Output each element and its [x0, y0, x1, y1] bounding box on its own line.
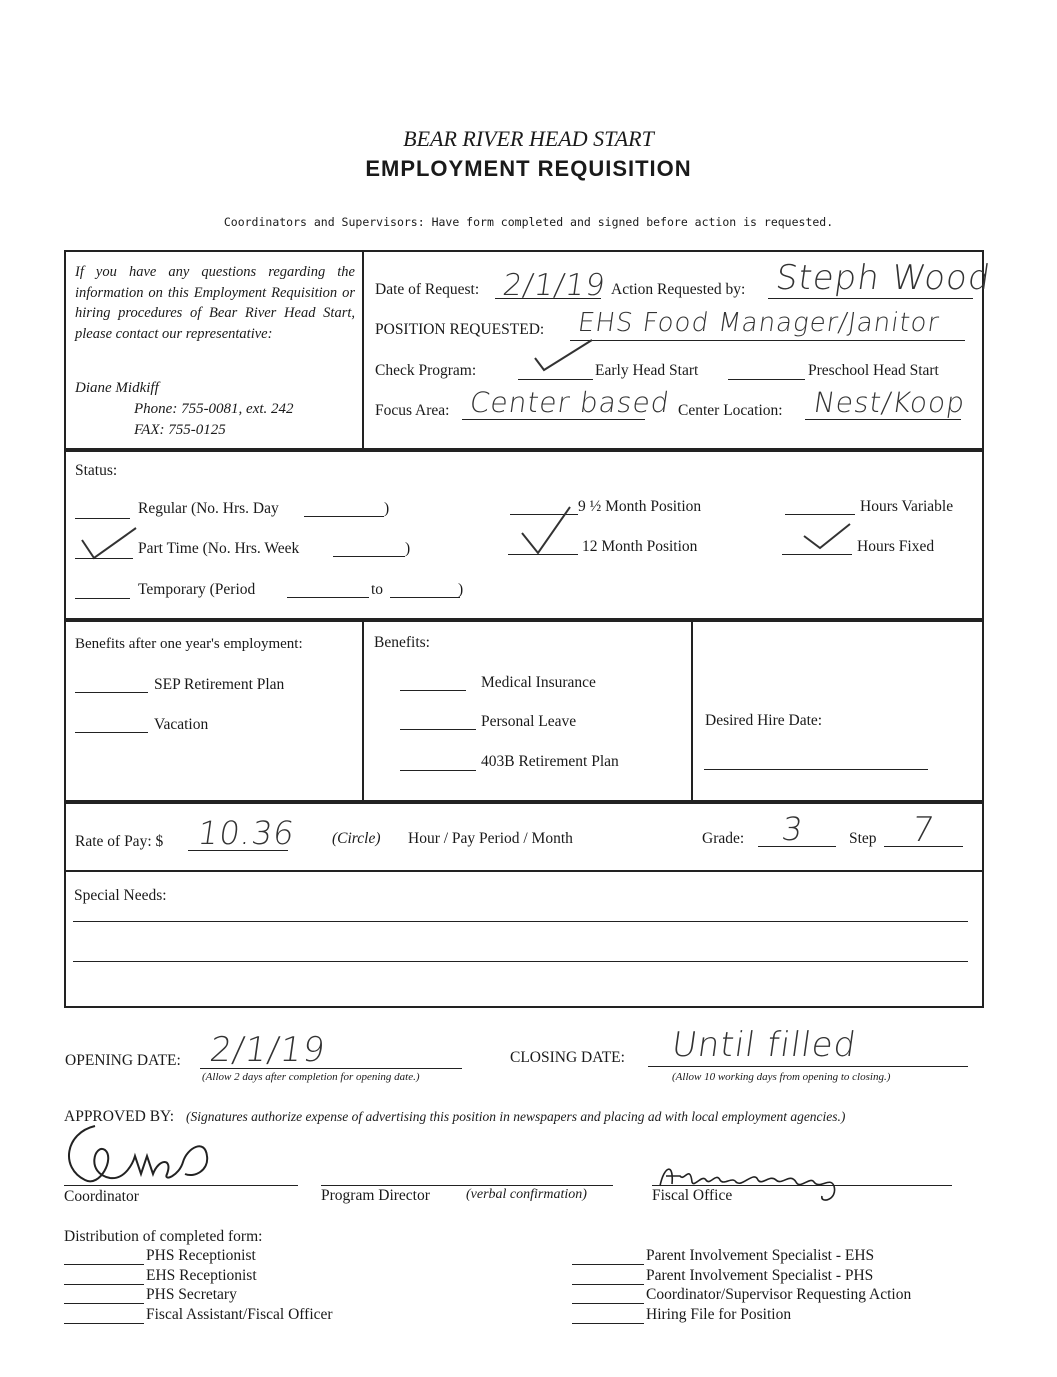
hire-date-box [691, 620, 984, 802]
early-head-start-line [518, 379, 593, 380]
retirement-403b-option[interactable]: 403B Retirement Plan [481, 753, 619, 770]
center-location-line [805, 419, 961, 420]
vacation-option[interactable]: Vacation [154, 716, 209, 733]
contact-name: Diane Midkiff [75, 380, 159, 396]
early-head-start-option[interactable]: Early Head Start [595, 362, 699, 379]
dist-right-item[interactable]: Hiring File for Position [646, 1306, 792, 1323]
medical-option[interactable]: Medical Insurance [481, 674, 596, 691]
dist-left-line-3 [64, 1303, 144, 1304]
dist-left-line-4 [64, 1323, 144, 1324]
contact-note: If you have any questions regarding the information on this Employment Requisition or hiring procedures of Bear River Head Start, please contact our representative: [75, 264, 355, 342]
special-needs-line-1[interactable] [73, 921, 968, 922]
contact-phone: Phone: 755-0081, ext. 242 [134, 401, 294, 417]
coordinator-signature [55, 1118, 235, 1198]
desired-hire-date-line [704, 769, 928, 770]
retirement-403b-line [400, 770, 476, 771]
checkmark-icon [530, 336, 600, 376]
position-requested-line [570, 340, 965, 341]
regular-close: ) [384, 500, 390, 517]
position-requested-label: POSITION REQUESTED: [375, 321, 545, 338]
fiscal-office-line [652, 1185, 952, 1186]
special-needs-label: Special Needs: [74, 887, 167, 904]
approved-by-note: (Signatures authorize expense of advertising this position in newspapers and placing ad with local employment agencies.) [186, 1109, 846, 1124]
temporary-option[interactable]: Temporary (Period [138, 581, 256, 598]
benefits-label: Benefits: [374, 634, 430, 651]
program-director-line [321, 1185, 613, 1186]
pay-period-options[interactable]: Hour / Pay Period / Month [408, 830, 573, 847]
focus-area-line [462, 419, 645, 420]
circle-label: (Circle) [332, 830, 381, 847]
grade-label: Grade: [702, 830, 745, 847]
focus-area-label: Focus Area: [375, 402, 450, 419]
closing-date-line [648, 1066, 968, 1067]
action-requested-label: Action Requested by: [611, 281, 746, 298]
approved-by-label: APPROVED BY: [64, 1108, 175, 1125]
benefits-after-label: Benefits after one year's employment: [75, 636, 303, 652]
rate-of-pay-label: Rate of Pay: $ [75, 833, 164, 850]
hours-variable-line [785, 514, 855, 515]
temporary-to-label: to [371, 581, 384, 598]
desired-hire-date-label: Desired Hire Date: [705, 712, 823, 729]
opening-date-value[interactable]: 2/1/19 [207, 1030, 329, 1070]
closing-date-note: (Allow 10 working days from opening to closing.) [672, 1071, 891, 1083]
coordinator-line [64, 1185, 298, 1186]
date-of-request-label: Date of Request: [375, 281, 480, 298]
rate-of-pay-value[interactable]: 10.36 [195, 814, 298, 852]
dist-right-line-3 [572, 1303, 644, 1304]
action-requested-value[interactable]: Steph Wood [773, 258, 994, 298]
dist-right-line-4 [572, 1323, 644, 1324]
preschool-head-start-option[interactable]: Preschool Head Start [808, 362, 939, 379]
temporary-close: ) [458, 581, 464, 598]
temporary-line [75, 598, 130, 599]
part-time-close: ) [405, 540, 411, 557]
regular-hours-line [304, 516, 384, 517]
dist-right-line-2 [572, 1284, 644, 1285]
medical-line [400, 690, 466, 691]
sep-option[interactable]: SEP Retirement Plan [154, 676, 285, 693]
focus-area-value[interactable]: Center based [467, 386, 672, 419]
temporary-to-line [390, 597, 460, 598]
status-label: Status: [75, 462, 118, 479]
center-location-label: Center Location: [678, 402, 783, 419]
contact-fax: FAX: 755-0125 [134, 422, 226, 438]
check-program-label: Check Program: [375, 362, 477, 379]
dist-left-line-2 [64, 1284, 144, 1285]
special-needs-box [64, 870, 984, 1008]
program-director-note: (verbal confirmation) [466, 1187, 587, 1202]
personal-leave-option[interactable]: Personal Leave [481, 713, 577, 730]
hours-fixed-option[interactable]: Hours Fixed [857, 538, 935, 555]
dist-right-item[interactable]: Coordinator/Supervisor Requesting Action [646, 1286, 912, 1303]
personal-leave-line [400, 729, 476, 730]
sep-line [75, 692, 148, 693]
step-value[interactable]: 7 [909, 810, 938, 850]
step-label: Step [849, 830, 877, 847]
month-12-line [508, 554, 578, 555]
opening-date-note: (Allow 2 days after completion for opening date.) [202, 1071, 420, 1083]
dist-left-item[interactable]: EHS Receptionist [146, 1267, 257, 1284]
dist-right-item[interactable]: Parent Involvement Specialist - PHS [646, 1267, 874, 1284]
part-time-line [75, 558, 133, 559]
distribution-label: Distribution of completed form: [64, 1228, 263, 1245]
form-title: EMPLOYMENT REQUISITION [365, 156, 692, 181]
closing-date-value[interactable]: Until filled [669, 1025, 860, 1065]
regular-option[interactable]: Regular (No. Hrs. Day [138, 500, 279, 517]
dist-left-item[interactable]: PHS Receptionist [146, 1247, 256, 1264]
part-time-checkmark-icon [78, 526, 140, 562]
dist-right-line-1 [572, 1264, 644, 1265]
hours-variable-option[interactable]: Hours Variable [860, 498, 954, 515]
temporary-from-line [287, 597, 369, 598]
regular-line [75, 518, 130, 519]
grade-value[interactable]: 3 [779, 810, 807, 848]
hours-fixed-line [782, 554, 852, 555]
opening-date-label: OPENING DATE: [65, 1052, 181, 1069]
coordinator-label: Coordinator [64, 1188, 139, 1205]
closing-date-label: CLOSING DATE: [510, 1049, 625, 1066]
program-director-label: Program Director [321, 1187, 430, 1204]
dist-right-item[interactable]: Parent Involvement Specialist - EHS [646, 1247, 875, 1264]
center-location-value[interactable]: Nest/Koop [811, 386, 968, 419]
fiscal-office-label: Fiscal Office [652, 1187, 733, 1204]
date-of-request-value[interactable]: 2/1/19 [500, 268, 609, 303]
special-needs-line-2[interactable] [73, 961, 968, 962]
part-time-option[interactable]: Part Time (No. Hrs. Week [138, 540, 300, 557]
hours-fixed-checkmark-icon [800, 522, 855, 552]
org-name: BEAR RIVER HEAD START [403, 126, 654, 151]
position-requested-value[interactable]: EHS Food Manager/Janitor [575, 308, 942, 338]
part-time-hours-line [333, 556, 405, 557]
action-requested-line [768, 298, 973, 299]
dist-left-line-1 [64, 1264, 144, 1265]
vacation-line [75, 732, 148, 733]
month-12-option[interactable]: 12 Month Position [582, 538, 698, 555]
dist-left-item[interactable]: PHS Secretary [146, 1286, 237, 1303]
month-9-option[interactable]: 9 ½ Month Position [578, 498, 702, 515]
preschool-head-start-line [728, 379, 805, 380]
month-12-checkmark-icon [518, 505, 578, 555]
instruction-text: Coordinators and Supervisors: Have form completed and signed before action is requested. [223, 215, 834, 229]
dist-left-item[interactable]: Fiscal Assistant/Fiscal Officer [146, 1306, 333, 1323]
